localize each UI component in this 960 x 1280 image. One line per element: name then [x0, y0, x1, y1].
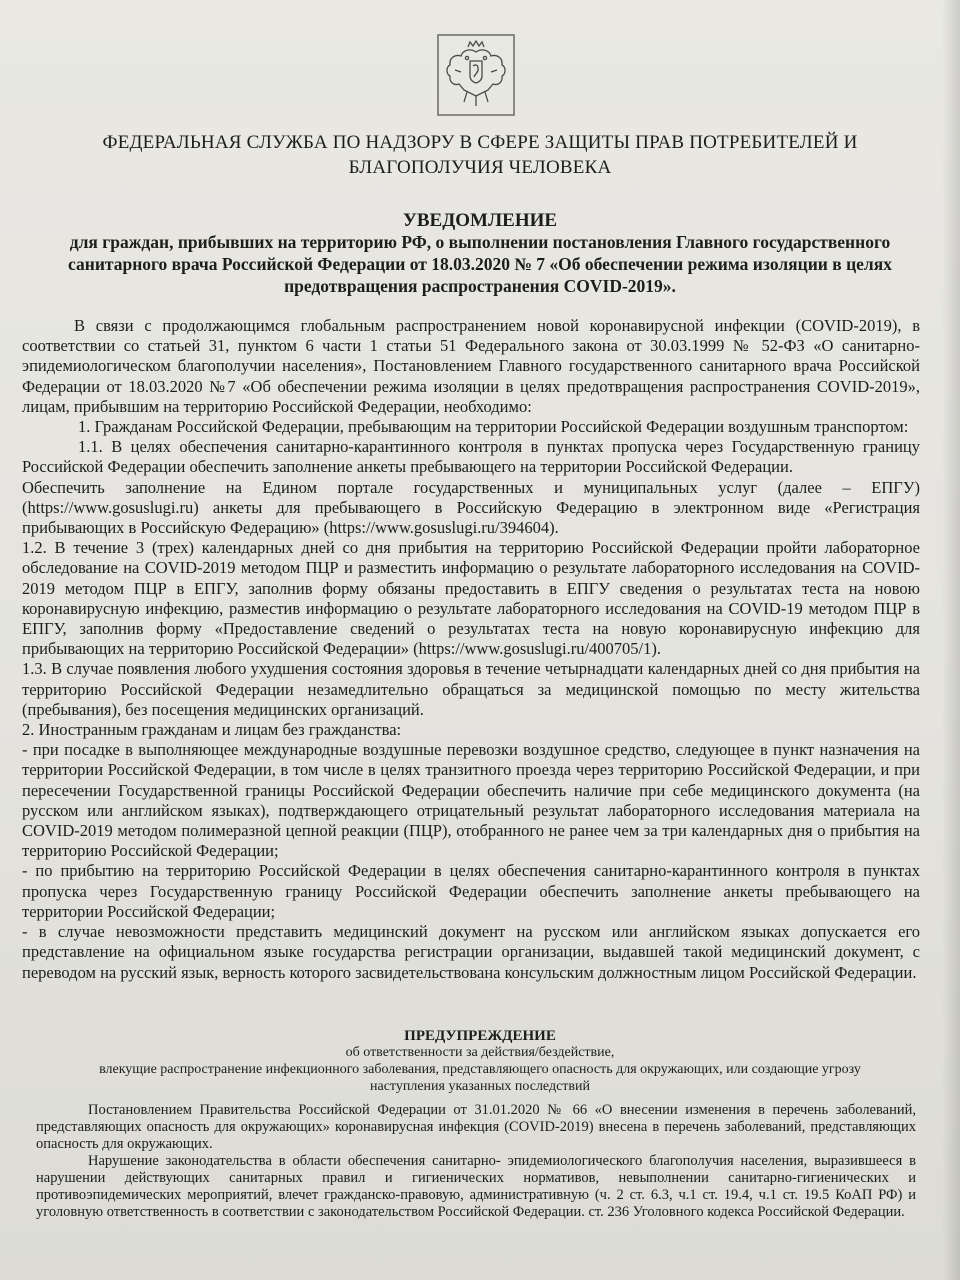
item-1-1-a: 1.1. В целях обеспечения санитарно-карантинного контроля в пунктах пропуска через Государственную границу Российской Федерации обеспечить заполнение анкеты пребывающего на территории Российской Федерации. [22, 437, 920, 477]
intro-paragraph: В связи с продолжающимся глобальным распространением новой коронавирусной инфекции (COVID-2019), в соответствии со статьей 31, пунктом 6 части 1 статьи 51 Федерального закона от 30.03.1999 № 52-ФЗ «О санитарно-эпидемиологическом благополучии населения», Постановлением Главного государственного санитарного врача Российской Федерации от 18.03.2020 №7 «Об обеспечении режима изоляции в целях предотвращения распространения COVID-2019», лицам, прибывшим на территорию Российской Федерации, необходимо: [22, 316, 920, 416]
item-2-b: - по прибытию на территорию Российской Федерации в целях обеспечения санитарно-карантинного контроля в пунктах пропуска через Государственную границу Российской Федерации обеспечить заполнение анкеты пребывающего на территории Российской Федерации; [22, 861, 920, 921]
warning-sub-line-1: об ответственности за действия/бездействие, [345, 1045, 615, 1060]
agency-line-1: ФЕДЕРАЛЬНАЯ СЛУЖБА ПО НАДЗОРУ В СФЕРЕ ЗАЩИТЫ ПРАВ ПОТРЕБИТЕЛЕЙ И [102, 132, 858, 153]
warning-paragraph-2: Нарушение законодательства в области обеспечения санитарно- эпидемиологического благополучия населения, выразившееся в нарушении действующих санитарных правил и гигиенических нормативов, невыполнении санитарно-гигиенических и противоэпидемических мероприятий, влечет гражданско-правовую, административную (ч. 2 ст. 6.3, ч.1 ст. 19.4, ч.1 ст. 19.5 КоАП РФ) и уголовную ответственность в соответствии с законодательством Российской Федерации. ст. 236 Уголовного кодекса Российской Федерации. [36, 1153, 916, 1220]
item-1-2: 1.2. В течение 3 (трех) календарных дней со дня прибытия на территорию Российской Федерации пройти лабораторное обследование на COVID-2019 методом ПЦР и разместить информацию о результате лабораторного исследования на COVID-2019 методом ПЦР в ЕПГУ, заполнив форму обязаны предоставить в ЕПГУ сведения о результатах теста на новою коронавирусную инфекцию, разместив информацию о результате лабораторного исследования на COVID-19 методом ПЦР в ЕПГУ, заполнив форму «Предоставление сведений о результатах теста на новую коронавирусную инфекцию для прибывающих на территорию Российской Федерации» (https://www.gosuslugi.ru/400705/1). [22, 538, 920, 659]
warning-sub-line-2: влекущие распространение инфекционного заболевания, представляющего опасность для окружающих, или создающие угрозу [99, 1062, 861, 1077]
agency-name [40, 130, 920, 180]
warning-subtitle [40, 1044, 920, 1095]
notice-subtitle: для граждан, прибывших на территорию РФ, о выполнении постановления Главного государственного санитарного врача Российской Федерации от 18.03.2020 № 7 «Об обеспечении режима изоляции в целях предотвращения распространения COVID-2019». [68, 232, 892, 296]
agency-line-2: БЛАГОПОЛУЧИЯ ЧЕЛОВЕКА [348, 157, 612, 178]
russian-coat-of-arms-icon [437, 34, 515, 116]
notice-body [22, 316, 920, 983]
item-1: 1. Гражданам Российской Федерации, пребывающим на территории Российской Федерации воздушным транспортом: [78, 417, 909, 437]
notice-title: УВЕДОМЛЕНИЕ [402, 210, 558, 231]
item-2-a: - при посадке в выполняющее международные воздушные перевозки воздушное средство, следующее в пункт назначения на территории Российской Федерации, в том числе в целях транзитного проезда через территорию Российской Федерации, и при пересечении Государственной границы Российской Федерации обеспечить наличие при себе медицинского документа (на русском или английском языках), подтверждающего отрицательный результат лабораторного исследования материала на COVID-2019 методом полимеразной цепной реакции (ПЦР), отобранного не ранее чем за три календарных дня о прибытия на территорию Российской Федерации; [22, 740, 920, 861]
item-2: 2. Иностранным гражданам и лицам без гражданства: [22, 720, 402, 740]
item-1-3: 1.3. В случае появления любого ухудшения состояния здоровья в течение четырнадцати календарных дней со дня прибытия на территорию Российской Федерации незамедлительно обращаться за медицинской помощью по месту жительства (пребывания), без посещения медицинских организаций. [22, 659, 920, 719]
paper-shadow [942, 0, 960, 1280]
warning-paragraph-1: Постановлением Правительства Российской Федерации от 31.01.2020 № 66 «О внесении изменения в перечень заболеваний, представляющих опасность для окружающих» коронавирусная инфекция (COVID-2019) внесена в перечень заболеваний, представляющих опасность для окружающих. [36, 1102, 916, 1152]
warning-sub-line-3: наступления указанных последствий [369, 1079, 591, 1094]
warning-title: ПРЕДУПРЕЖДЕНИЕ [404, 1028, 556, 1044]
item-1-1-b: Обеспечить заполнение на Едином портале государственных и муниципальных услуг (далее – ЕПГУ) (https://www.gosuslugi.ru) анкеты для пребывающего в Российскую Федерацию в электронном виде «Регистрация прибывающих в Российскую Федерацию» (https://www.gosuslugi.ru/394604). [22, 477, 920, 538]
item-2-c: - в случае невозможности представить медицинский документ на русском или английском языках допускается его представление на официальном языке государства регистрации организации, выдавшей такой медицинский документ, с переводом на русский язык, верность которого засвидетельствована консульским должностным лицом Российской Федерации. [22, 922, 920, 982]
warning-body [36, 1102, 916, 1221]
